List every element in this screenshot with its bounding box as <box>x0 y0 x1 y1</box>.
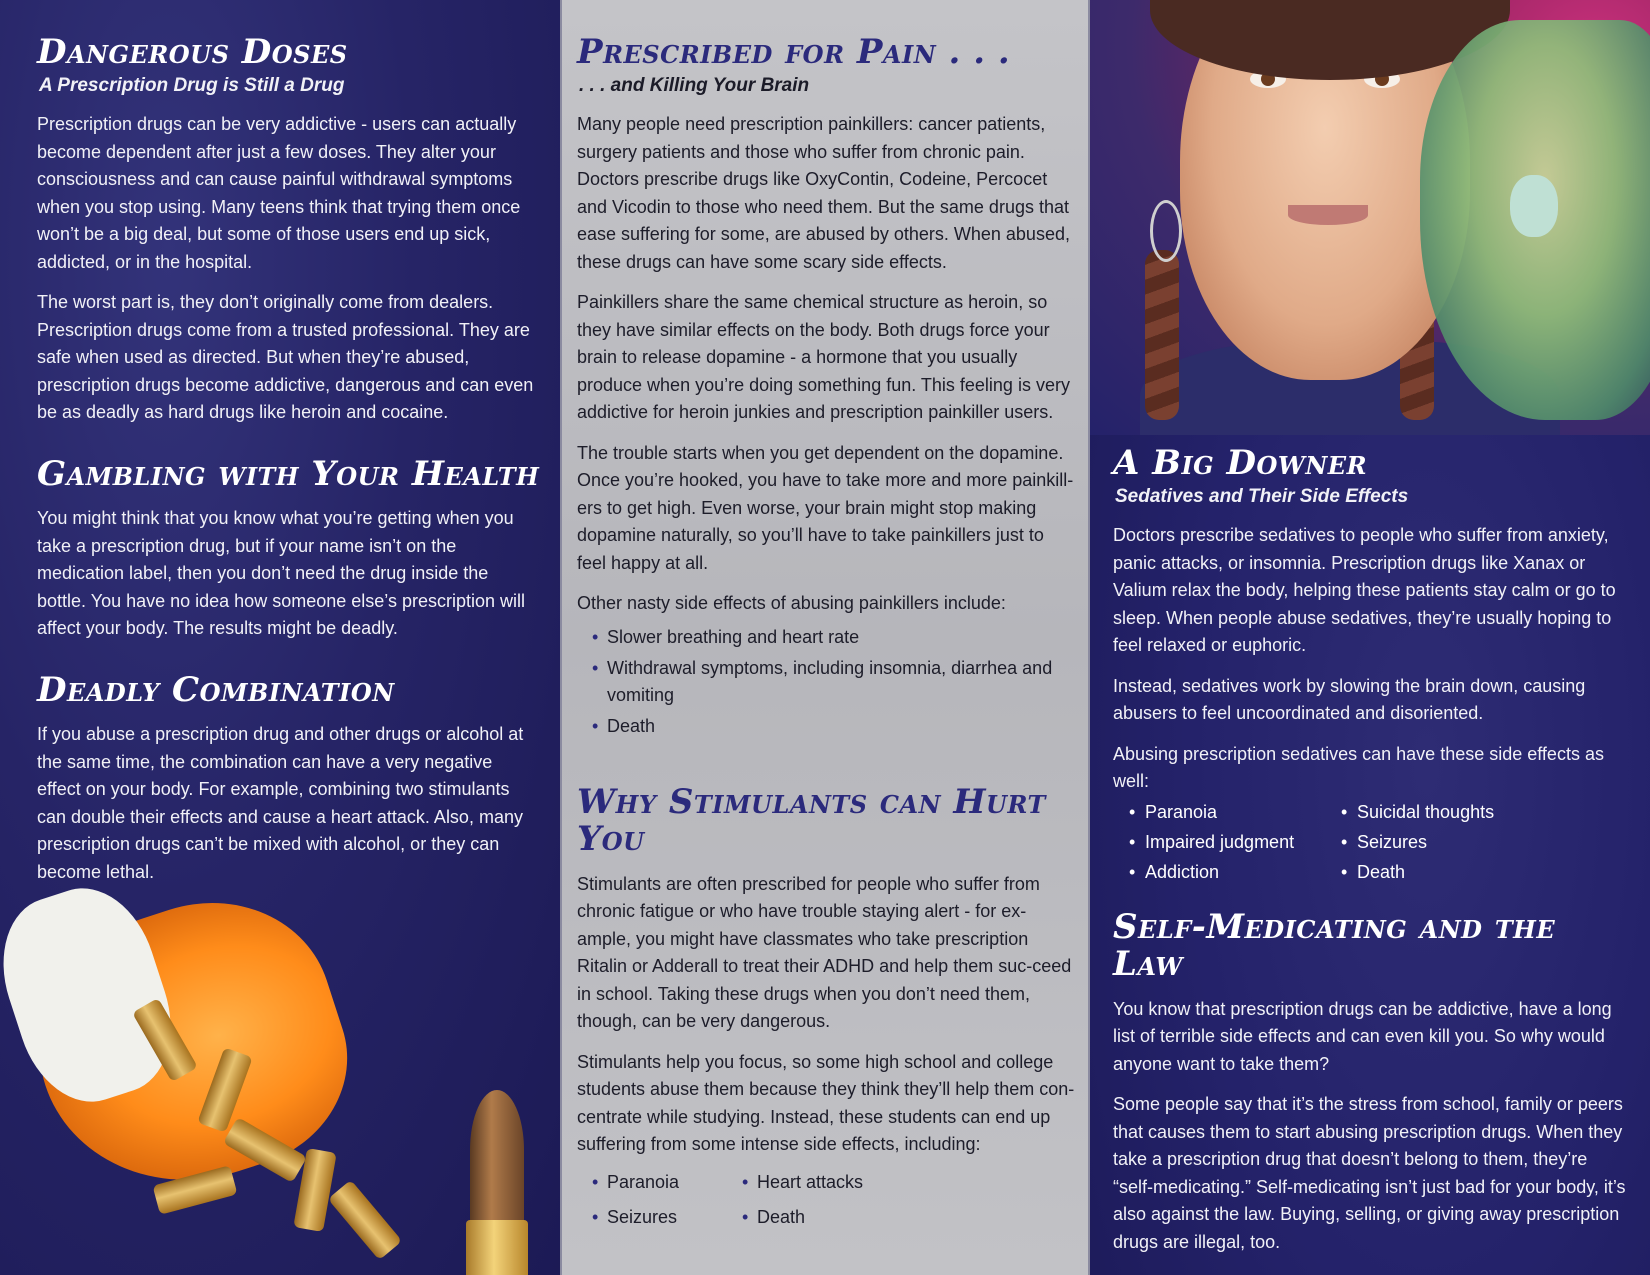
paragraph: Instead, sedatives work by slowing the brain down, causing abusers to feel uncoordinated and disoriented. <box>1113 675 1586 724</box>
paragraph: Doctors prescribe sedatives to people who suffer from anxiety, panic attacks, or insomnia. Prescription drugs like Xanax or Valium relax the body, helping these patients stay calm or go to sleep. When people abuse sedatives, they’re usually hoping to feel relaxed or euphoric. <box>1113 525 1616 656</box>
paragraph: The trouble starts when you get dependent on the dopamine. Once you’re hooked, you have to take more and more painkill-ers to get high. Even worse, your brain might stop making dopamine naturally, so you’ll have to take painkillers just to feel happy at all. <box>577 442 1074 573</box>
list-item: • Seizures <box>577 1207 727 1228</box>
list-item: • Death <box>1337 862 1557 883</box>
large-bullet <box>470 1090 524 1275</box>
right-panel <box>1090 0 1650 1275</box>
sedative-side-effects-list <box>1125 802 1630 883</box>
section-heading: Prescribed for Pain . . . <box>577 32 1011 72</box>
pill-bottle-bullets-image <box>0 880 560 1275</box>
paragraph: Stimulants are often prescribed for people who suffer from chronic fatigue or who have trouble staying alert - for ex-ample, you might have classmates who take prescription Ritalin or Adderall to treat their ADHD and help them suc-ceed in school. Taking these drugs when you don’t need them, though, can be very dangerous. <box>577 873 1072 1032</box>
earring <box>1150 200 1182 262</box>
paragraph: The worst part is, they don’t originally come from dealers. Prescription drugs come from a trusted professional. They are safe when used as directed. But when they’re abused, prescription drugs become addictive, dangerous and can even be as deadly as hard drugs like heroin and cocaine. <box>37 292 534 423</box>
list-item: • Paranoia <box>1125 802 1337 823</box>
list-item: • Heart attacks <box>727 1172 877 1193</box>
paragraph: If you abuse a prescription drug and other drugs or alcohol at the same time, the combination can have a very negative effect on your body. For example, combining two stimulants can double their effects and cause a heart attack. Also, many prescription drugs can’t be mixed with alcohol, or they can become lethal. <box>37 724 524 882</box>
left-panel <box>0 0 560 1275</box>
section-subheading: A Prescription Drug is Still a Drug <box>39 75 345 97</box>
bullet-shell <box>328 1180 402 1261</box>
list-item: • Impaired judgment <box>1125 832 1337 853</box>
list-item: • Withdrawal symptoms, including insomnia, diarrhea and vomiting <box>577 655 1076 709</box>
list-item: • Slower breathing and heart rate <box>577 624 1076 651</box>
paragraph: You might think that you know what you’re getting when you take a prescription drug, but if your name isn’t on the medication label, then you don’t need the drug inside the bottle. You have no idea how someone else’s prescription will affect your body. The results might be deadly. <box>37 508 525 639</box>
list-item: • Addiction <box>1125 862 1337 883</box>
section-subheading: Sedatives and Their Side Effects <box>1115 486 1409 508</box>
paragraph: Abusing prescription sedatives can have these side effects as well: <box>1113 743 1604 792</box>
section-heading: Deadly Combination <box>37 669 395 710</box>
paragraph: Prescription drugs can be very addictive - users can actually become dependent after just a few doses. They alter your consciousness and can cause painful withdrawal symptoms when you stop using. Many teens think that trying them once won’t be a big deal, but some of those users end up sick, addicted, or in the hospital. <box>37 114 521 272</box>
girl-holding-pill-photo <box>1090 0 1650 435</box>
list-item: • Seizures <box>1337 832 1557 853</box>
section-heading: Why Stimulants can Hurt You <box>577 781 1046 860</box>
pill <box>1510 175 1558 237</box>
list-item: • Death <box>577 713 1076 740</box>
paragraph: You know that prescription drugs can be addictive, have a long list of terrible side effects and can even kill you. So why would anyone want to take them? <box>1113 998 1612 1074</box>
stimulant-side-effects-list <box>577 1172 1076 1228</box>
section-heading: Dangerous Doses <box>37 32 348 72</box>
section-subheading: . . . and Killing Your Brain <box>579 75 810 97</box>
mouth <box>1288 205 1368 225</box>
paragraph: Stimulants help you focus, so some high school and college students abuse them because they think they’ll help them con-centrate while studying. Instead, these students can end up suffering from some intense side effects, including: <box>577 1051 1075 1155</box>
list-item: • Suicidal thoughts <box>1337 802 1557 823</box>
paragraph: Many people need prescription painkillers: cancer patients, surgery patients and those who suffer from chronic pain. Doctors prescribe drugs like OxyContin, Codeine, Percocet and Vicodin to those who need them. But the same drugs that ease suffering for some, are abused by others. When abused, these drugs can have some scary side effects. <box>577 114 1070 272</box>
section-heading: Self-Medicating and the Law <box>1113 906 1556 985</box>
paragraph: Other nasty side effects of abusing painkillers include: <box>577 593 1006 614</box>
section-heading: Gambling with Your Health <box>37 453 540 494</box>
list-item: • Paranoia <box>577 1172 727 1193</box>
middle-panel <box>560 0 1090 1275</box>
list-item: • Death <box>727 1207 877 1228</box>
braid <box>1145 250 1179 420</box>
section-heading: A Big Downer <box>1113 443 1368 483</box>
paragraph: Some people say that it’s the stress from school, family or peers that causes them to start abusing prescription drugs. When they take a prescription drug that doesn’t belong to them, they’re “self-medicating.” Self-medicating isn’t just bad for your body, it’s also against the law. Buying, selling, or giving away prescription drugs are illegal, too. <box>1113 1094 1626 1252</box>
paragraph: Painkillers share the same chemical structure as heroin, so they have similar effects on the body. Both drugs force your brain to release dopamine - a hormone that you usually produce when you’re doing something fun. This feeling is very addictive for heroin junkies and prescription painkiller users. <box>577 292 1070 423</box>
painkiller-side-effects-list <box>577 624 1076 740</box>
